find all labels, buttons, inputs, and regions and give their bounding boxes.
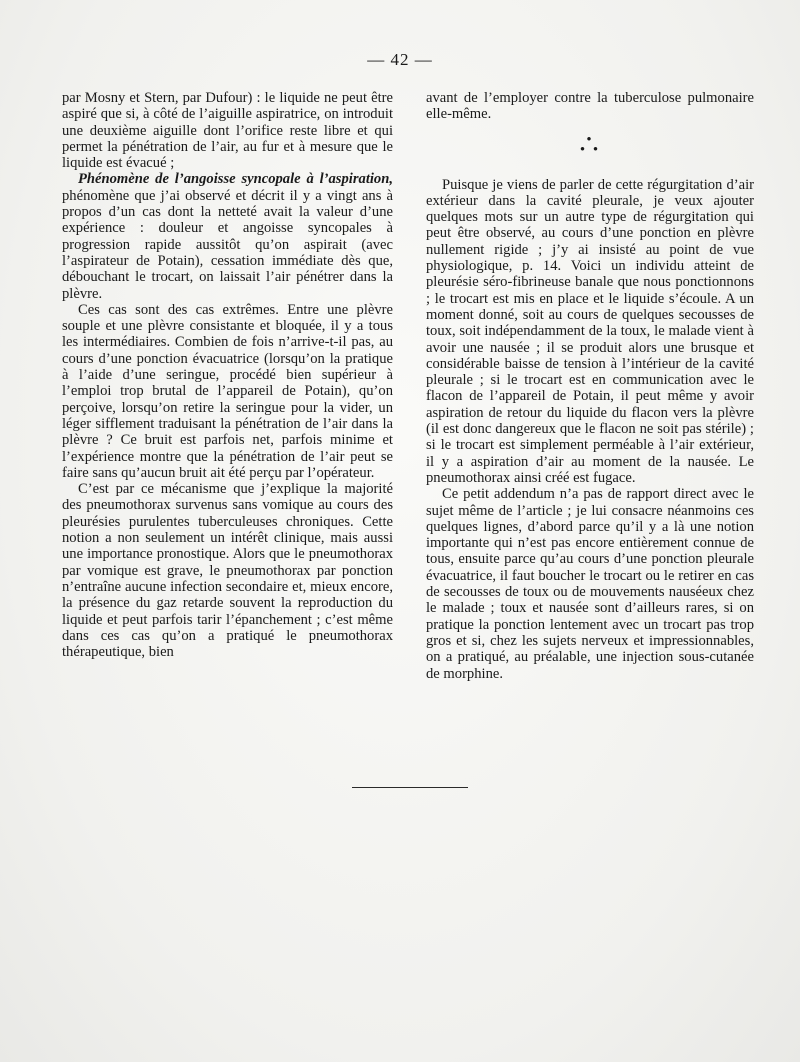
italic-lead-heading: Phénomène de l’angoisse syncopale à l’aspiration, — [78, 171, 393, 188]
section-divider — [352, 787, 468, 788]
left-paragraph-2-text: phénomène que j’ai observé et décrit il y a vingt ans à propos d’un cas dont la netteté avait la valeur d’une expérience : douleur et angoisse syncopales à progression rapide aussitôt qu’on aspirait (avec l’aspirateur de Potain), cessation immédiate dès que, débouchant le trocart, on laissait l’air pénétrer dans la plèvre. — [62, 187, 393, 302]
page-number: — 42 — — [367, 50, 433, 69]
left-paragraph-4: C’est par ce mécanisme que j’explique la majorité des pneumothorax survenus sans vomique au cours des pleurésies purulentes tuberculeuses chroniques. Cette notion a non seulement un intérêt clinique, mais aussi une importance pronostique. Alors que le pneumothorax par vomique est grave, le pneumothorax par ponction n’entraîne aucune infection secondaire et, mieux encore, la présence du gaz retarde souvent la reproduction du liquide et peut parfois tarir l’épanchement ; c’est même dans ces cas qu’on a pratiqué le pneumothorax thérapeutique, bien — [62, 481, 393, 661]
left-paragraph-3: Ces cas sont des cas extrêmes. Entre une plèvre souple et une plèvre consistante et bloquée, il y a tous les intermédiaires. Combien de fois n’arrive-t-il pas, au cours d’une ponction évacuatrice (lorsqu’on la pratique à l’aide d’une seringue, procédé bien supérieur à l’emploi trop brutal de l’appareil de Potain), qu’on perçoive, lorsqu’on retire la seringue pour la vider, un léger sifflement traduisant la pénétration de l’air dans la plèvre ? Ce bruit est parfois net, parfois minime et l’expérience montre que la pénétration de l’air peut se faire sans qu’aucun bruit ait été perçu par l’opérateur. — [62, 301, 393, 481]
right-column — [426, 90, 754, 682]
left-paragraph-2 — [62, 171, 393, 301]
right-paragraph-2: Puisque je viens de parler de cette régurgitation d’air extérieur dans la cavité pleurale, je veux ajouter quelques mots sur un autre type de régurgitation qui peut être observé, au cours d’une ponction en plèvre nullement rigide ; j’y ai insisté au point de vue physiologique, p. 14. Voici un individu atteint de pleurésie séro-fibrineuse banale que nous ponctionnons ; le trocart est mis en place et le liquide s’écoule. A un moment donné, soit au cours de quelques secousses de toux, soit indépendamment de la toux, le malade vient à avoir une nausée ; il se produit alors une brusque et considérable baisse de tension à l’intérieur de la cavité pleurale ; si le trocart est en communication avec le flacon de l’appareil de Potain, il peut même y avoir aspiration de retour du liquide du flacon vers la plèvre (il est donc dangereux que le flacon ne soit pas stérile) ; si le trocart est simplement perméable à l’air extérieur, il y a aspiration d’air au moment de la nausée. Le pneumothorax ainsi créé est fugace. — [426, 176, 754, 486]
left-paragraph-1: par Mosny et Stern, par Dufour) : le liquide ne peut être aspiré que si, à côté de l’aiguille aspiratrice, on introduit une deuxième aiguille dont l’orifice reste libre et qui permet la pénétration de l’air, au fur et à mesure que le liquide est évacué ; — [62, 90, 393, 172]
right-paragraph-3: Ce petit addendum n’a pas de rapport direct avec le sujet même de l’article ; je lui consacre néanmoins ces quelques lignes, d’abord parce qu’il y a là une notion importante qui n’est pas encore entièrement connue de tous, ensuite parce qu’au cours d’une ponction pleurale évacuatrice, il faut boucher le trocart ou le retirer en cas de secousses de toux ou de mouvements nauséeux chez le malade ; toux et nausée sont d’ailleurs rares, si on pratique la ponction lentement avec un trocart pas trop gros et si, chez les sujets nerveux et impressionnables, on a pratiqué, au préalable, une injection sous-cutanée de morphine. — [426, 486, 754, 682]
right-paragraph-1: avant de l’employer contre la tuberculose pulmonaire elle-même. — [426, 90, 754, 123]
asterism-separator: • • • — [579, 131, 601, 158]
left-column — [62, 90, 393, 660]
